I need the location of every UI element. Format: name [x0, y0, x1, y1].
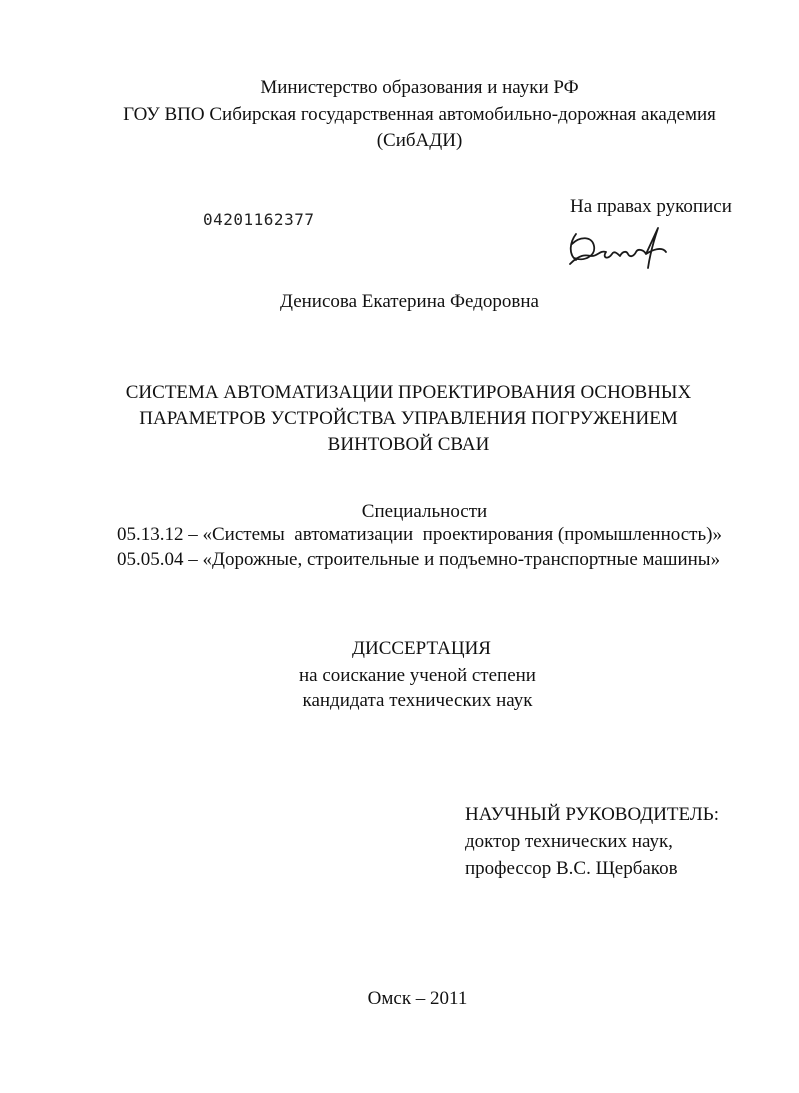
dissertation-degree-line: на соискание ученой степени: [299, 665, 536, 686]
supervisor-block: [465, 803, 719, 884]
institution-abbreviation: (СибАДИ): [376, 130, 463, 151]
author-name: Денисова Екатерина Федоровна: [280, 291, 539, 312]
library-stamp-number: 04201162377: [203, 210, 315, 229]
supervisor-degree: доктор технических наук,: [465, 831, 673, 852]
dissertation-degree-line: кандидата технических наук: [302, 690, 533, 711]
thesis-title-line: ПАРАМЕТРОВ УСТРОЙСТВА УПРАВЛЕНИЯ ПОГРУЖЕНИЕМ: [139, 408, 678, 429]
city-year: Омск – 2011: [367, 988, 468, 1009]
ministry-name: Министерство образования и науки РФ: [260, 77, 579, 98]
specialties-heading: Специальности: [361, 501, 488, 522]
thesis-title: [0, 380, 799, 458]
specialty-item: 05.05.04 – «Дорожные, строительные и подъемно-транспортные машины»: [117, 549, 721, 570]
manuscript-rights-note: На правах рукописи: [570, 196, 732, 217]
thesis-title-line: СИСТЕМА АВТОМАТИЗАЦИИ ПРОЕКТИРОВАНИЯ ОСНОВНЫХ: [125, 382, 692, 403]
dissertation-heading: ДИССЕРТАЦИЯ: [352, 638, 491, 659]
supervisor-name: профессор В.С. Щербаков: [465, 858, 678, 879]
institution-name: ГОУ ВПО Сибирская государственная автомобильно-дорожная академия: [123, 104, 716, 125]
thesis-title-line: ВИНТОВОЙ СВАИ: [327, 434, 490, 455]
signature-icon: [562, 222, 692, 272]
specialty-item: 05.13.12 – «Системы автоматизации проектирования (промышленность)»: [117, 524, 722, 545]
supervisor-heading: НАУЧНЫЙ РУКОВОДИТЕЛЬ:: [465, 804, 719, 825]
